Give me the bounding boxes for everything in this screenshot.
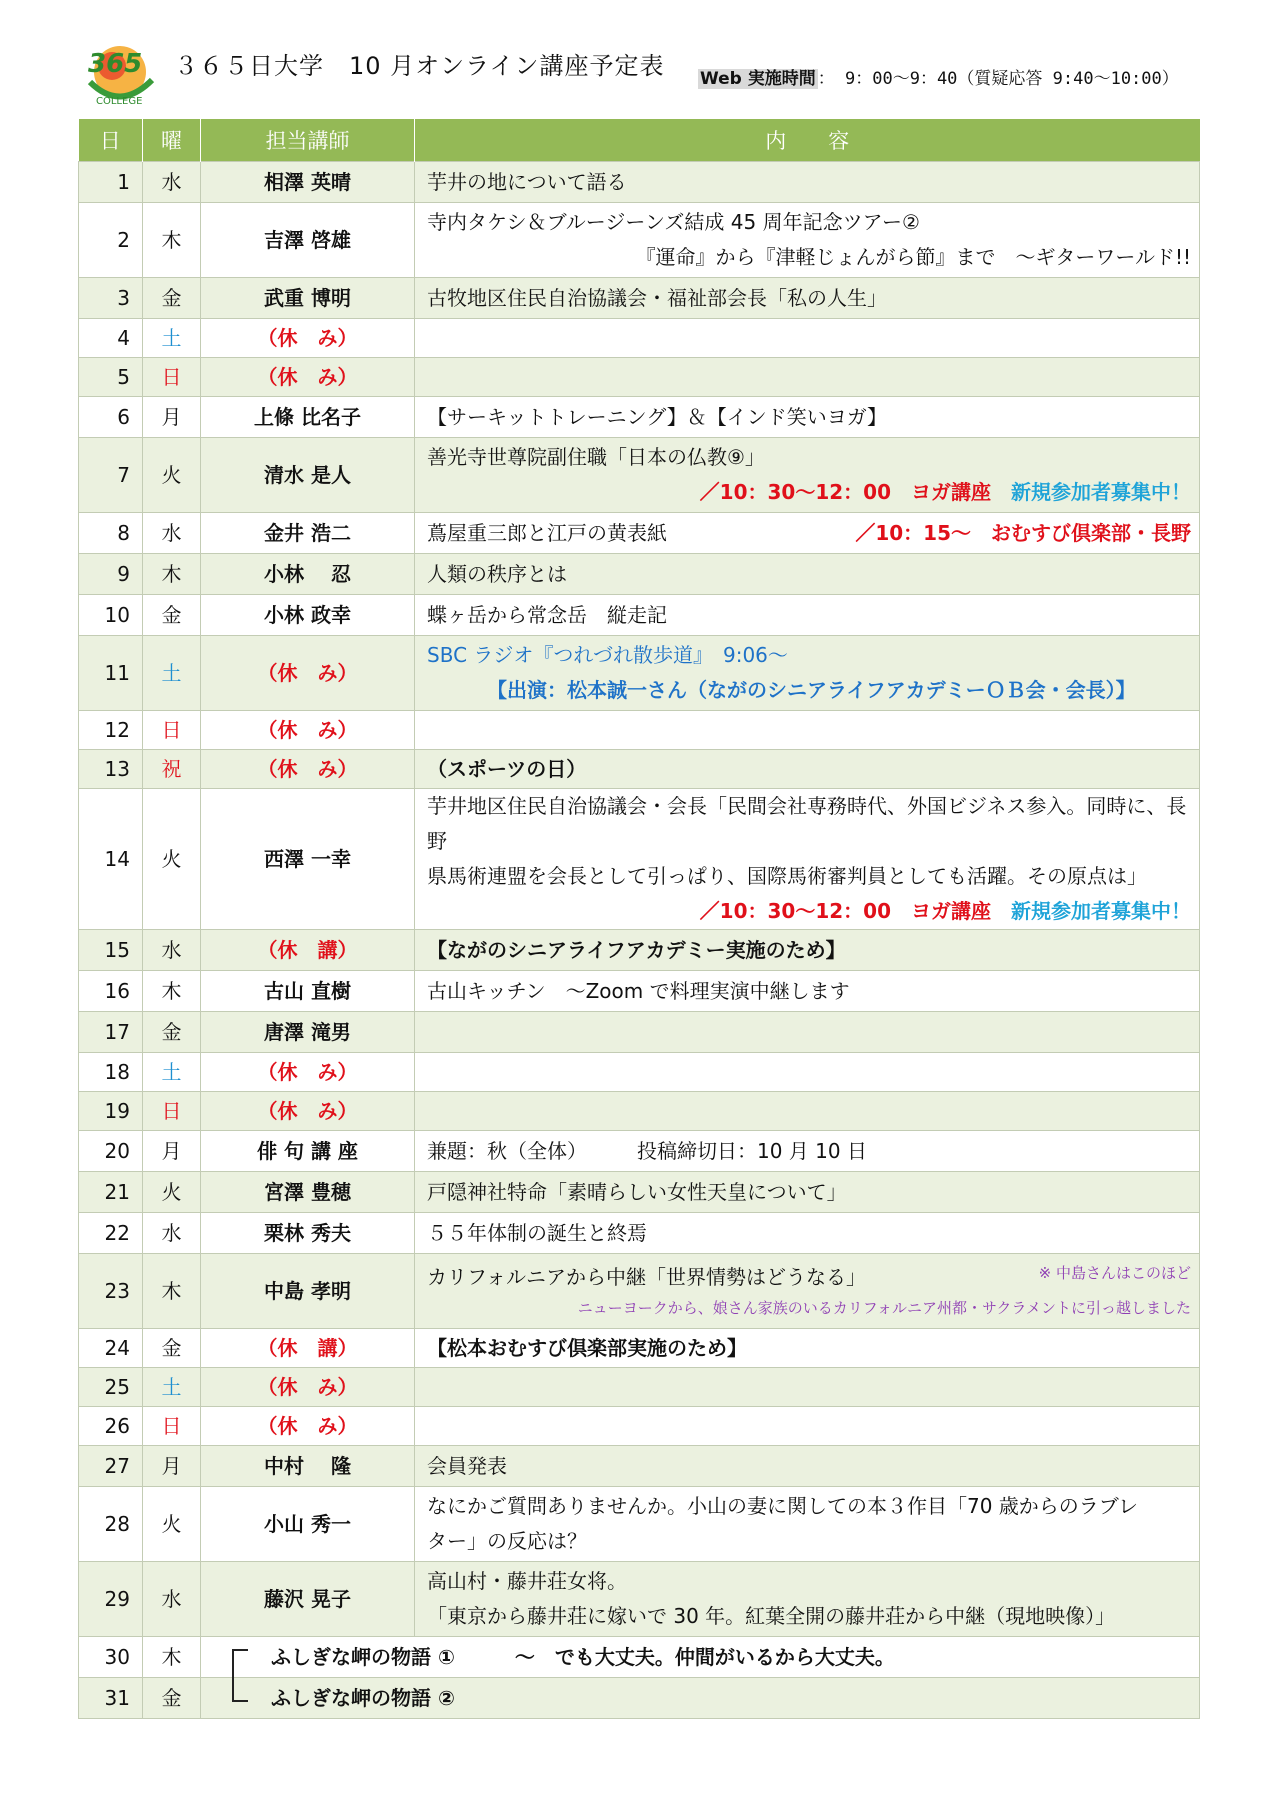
day-cell: 11 xyxy=(79,636,143,711)
instructor-cell: 上條 比名子 xyxy=(201,397,415,438)
content-text: SBC ラジオ『つれづれ散歩道』 9:06～ xyxy=(427,643,788,667)
weekday-cell: 金 xyxy=(143,1329,201,1368)
instructor-cell: （休 み） xyxy=(201,1053,415,1092)
table-row xyxy=(79,319,1200,358)
instructor-cell: （休 み） xyxy=(201,358,415,397)
table-row xyxy=(79,1368,1200,1407)
content-cell xyxy=(415,636,1200,711)
content-line xyxy=(427,859,1191,894)
instructor-cell: 武重 博明 xyxy=(201,278,415,319)
table-row xyxy=(79,595,1200,636)
content-cell xyxy=(415,278,1200,319)
content-cell xyxy=(415,203,1200,278)
content-text: 寺内タケシ＆ブルージーンズ結成 45 周年記念ツアー② xyxy=(427,210,920,234)
day-cell: 29 xyxy=(79,1562,143,1637)
content-line xyxy=(427,440,1191,475)
content-line xyxy=(427,789,1191,859)
table-row xyxy=(79,930,1200,971)
weekday-cell: 土 xyxy=(143,1368,201,1407)
weekday-cell: 金 xyxy=(143,1678,201,1719)
span-content-cell xyxy=(201,1637,1200,1678)
content-cell xyxy=(415,971,1200,1012)
content-text: なにかご質問ありませんか。小山の妻に関しての本３作目「70 歳からのラブレ xyxy=(427,1494,1139,1518)
instructor-cell: （休 み） xyxy=(201,1368,415,1407)
instructor-cell: （休 み） xyxy=(201,319,415,358)
weekday-cell: 水 xyxy=(143,930,201,971)
weekday-cell: 月 xyxy=(143,1131,201,1172)
content-cell xyxy=(415,1487,1200,1562)
table-row xyxy=(79,358,1200,397)
day-cell: 3 xyxy=(79,278,143,319)
weekday-cell: 水 xyxy=(143,513,201,554)
content-line xyxy=(427,1449,1191,1484)
content-cell xyxy=(415,397,1200,438)
instructor-cell: 相澤 英晴 xyxy=(201,162,415,203)
day-cell: 14 xyxy=(79,789,143,930)
content-line xyxy=(427,1599,1191,1634)
content-cell xyxy=(415,513,1200,554)
weekday-cell: 木 xyxy=(143,971,201,1012)
content-cell xyxy=(415,1562,1200,1637)
day-cell: 4 xyxy=(79,319,143,358)
day-cell: 23 xyxy=(79,1254,143,1329)
page-title: ３６５日大学 10 月オンライン講座予定表 xyxy=(174,52,665,80)
content-line xyxy=(427,1331,1191,1366)
day-cell: 26 xyxy=(79,1407,143,1446)
content-text: （スポーツの日） xyxy=(427,756,587,781)
instructor-cell: （休 講） xyxy=(201,1329,415,1368)
content-cell xyxy=(415,1254,1200,1329)
weekday-cell: 水 xyxy=(143,1213,201,1254)
college-logo xyxy=(82,42,158,108)
weekday-cell: 土 xyxy=(143,636,201,711)
col-instructor: 担当講師 xyxy=(201,119,415,162)
day-cell: 19 xyxy=(79,1092,143,1131)
instructor-cell: 藤沢 晃子 xyxy=(201,1562,415,1637)
content-cell xyxy=(415,930,1200,971)
content-text: 蔦屋重三郎と江戸の黄表紙 xyxy=(427,520,667,545)
yoga-line xyxy=(427,475,1191,510)
instructor-cell: 栗林 秀夫 xyxy=(201,1213,415,1254)
instructor-cell: 唐澤 滝男 xyxy=(201,1012,415,1053)
content-line xyxy=(427,974,1191,1009)
content-text: カリフォルニアから中継「世界情勢はどうなる」 xyxy=(427,1265,866,1290)
weekday-cell: 日 xyxy=(143,1092,201,1131)
weekday-cell: 火 xyxy=(143,1172,201,1213)
weekday-cell: 水 xyxy=(143,162,201,203)
content-cell xyxy=(415,162,1200,203)
content-text: 『運命』から『津軽じょんがら節』まで ～ギターワールド!! xyxy=(635,245,1191,269)
content-line xyxy=(427,205,1191,240)
content-line xyxy=(427,516,1191,551)
day-cell: 28 xyxy=(79,1487,143,1562)
day-cell: 2 xyxy=(79,203,143,278)
content-line xyxy=(427,638,1191,673)
content-line xyxy=(427,1564,1191,1599)
content-cell xyxy=(415,1131,1200,1172)
table-row xyxy=(79,513,1200,554)
instructor-cell: 宮澤 豊穂 xyxy=(201,1172,415,1213)
content-text: 兼題：秋（全体） 投稿締切日：10 月 10 日 xyxy=(427,1138,867,1163)
weekday-cell: 土 xyxy=(143,1053,201,1092)
weekday-cell: 月 xyxy=(143,397,201,438)
content-line xyxy=(427,598,1191,633)
content-text: 県馬術連盟を会長として引っぱり、国際馬術審判員としても活躍。その原点は」 xyxy=(427,864,1147,888)
day-cell: 30 xyxy=(79,1637,143,1678)
content-cell xyxy=(415,1053,1200,1092)
content-line xyxy=(427,752,1191,787)
recruit-text: 新規参加者募集中！ xyxy=(1011,899,1191,923)
instructor-cell: （休 講） xyxy=(201,930,415,971)
instructor-cell: 小山 秀一 xyxy=(201,1487,415,1562)
web-time xyxy=(698,64,1179,89)
note-line: ニューヨークから、娘さん家族のいるカリフォルニア州都・サクラメントに引っ越しました xyxy=(577,1299,1191,1318)
day-cell: 25 xyxy=(79,1368,143,1407)
content-text: 高山村・藤井荘女将。 xyxy=(427,1569,627,1593)
table-row xyxy=(79,971,1200,1012)
yoga-time: ／10：30〜12：00 ヨガ講座 xyxy=(699,480,991,504)
day-cell: 7 xyxy=(79,438,143,513)
note-text: ※ 中島さんはこのほど xyxy=(1038,1264,1191,1283)
content-text: 古山キッチン ～Zoom で料理実演中継します xyxy=(427,978,850,1003)
content-cell xyxy=(415,438,1200,513)
content-text: 芋井地区住民自治協議会・会長「民間会社専務時代、外国ビジネス参入。同時に、長野 xyxy=(427,794,1187,853)
content-cell xyxy=(415,358,1200,397)
content-line xyxy=(427,673,1191,708)
table-row xyxy=(79,203,1200,278)
schedule-table xyxy=(78,119,1200,1719)
logo-subtext: COLLEGE xyxy=(96,96,143,107)
day-cell: 13 xyxy=(79,750,143,789)
instructor-cell: 西澤 一幸 xyxy=(201,789,415,930)
weekday-cell: 火 xyxy=(143,438,201,513)
recruit-text: 新規参加者募集中！ xyxy=(1011,480,1191,504)
content-cell xyxy=(415,1092,1200,1131)
span-bracket xyxy=(232,1649,248,1703)
table-row xyxy=(79,789,1200,930)
content-line xyxy=(427,1175,1191,1210)
weekday-cell: 火 xyxy=(143,789,201,930)
content-cell xyxy=(415,1446,1200,1487)
content-line xyxy=(427,1134,1191,1169)
col-content: 内 容 xyxy=(415,119,1200,162)
day-cell: 24 xyxy=(79,1329,143,1368)
content-line xyxy=(427,240,1191,275)
instructor-cell: 古山 直樹 xyxy=(201,971,415,1012)
content-cell xyxy=(415,554,1200,595)
day-cell: 22 xyxy=(79,1213,143,1254)
content-cell xyxy=(415,1368,1200,1407)
weekday-cell: 月 xyxy=(143,1446,201,1487)
day-cell: 20 xyxy=(79,1131,143,1172)
day-cell: 18 xyxy=(79,1053,143,1092)
table-row xyxy=(79,1213,1200,1254)
weekday-cell: 土 xyxy=(143,319,201,358)
table-row xyxy=(79,162,1200,203)
content-text: ５５年体制の誕生と終焉 xyxy=(427,1220,647,1245)
content-text: 【出演：松本誠一さん（ながのシニアライフアカデミーＯＢ会・会長）】 xyxy=(487,678,1136,702)
content-cell xyxy=(415,711,1200,750)
day-cell: 17 xyxy=(79,1012,143,1053)
table-row xyxy=(79,1012,1200,1053)
content-text: 【松本おむすび倶楽部実施のため】 xyxy=(427,1335,747,1360)
weekday-cell: 金 xyxy=(143,595,201,636)
instructor-cell: 中島 孝明 xyxy=(201,1254,415,1329)
content-line xyxy=(427,400,1191,435)
content-line xyxy=(427,281,1191,316)
instructor-cell: （休 み） xyxy=(201,1407,415,1446)
weekday-cell: 木 xyxy=(143,554,201,595)
weekday-cell: 木 xyxy=(143,1254,201,1329)
yoga-time: ／10：30〜12：00 ヨガ講座 xyxy=(699,899,991,923)
content-cell xyxy=(415,319,1200,358)
content-cell xyxy=(415,1329,1200,1368)
content-text: 古牧地区住民自治協議会・福祉部会長「私の人生」 xyxy=(427,285,887,310)
instructor-cell: 金井 浩二 xyxy=(201,513,415,554)
content-line xyxy=(427,165,1191,200)
table-row xyxy=(79,438,1200,513)
content-line xyxy=(427,1260,1191,1295)
day-cell: 10 xyxy=(79,595,143,636)
content-cell xyxy=(415,750,1200,789)
table-row xyxy=(79,278,1200,319)
content-text: 人類の秩序とは xyxy=(427,561,567,586)
table-header xyxy=(79,119,1200,162)
content-text: 【ながのシニアライフアカデミー実施のため】 xyxy=(427,937,846,962)
day-cell: 8 xyxy=(79,513,143,554)
day-cell: 1 xyxy=(79,162,143,203)
span-content: ふしぎな岬の物語 ① ～ でも大丈夫。仲間がいるから大丈夫。 xyxy=(271,1644,895,1669)
content-text: 「東京から藤井荘に嫁いで 30 年。紅葉全開の藤井荘から中継（現地映像）」 xyxy=(427,1604,1116,1628)
content-line xyxy=(427,1524,1191,1559)
content-line xyxy=(427,933,1191,968)
weekday-cell: 祝 xyxy=(143,750,201,789)
weekday-cell: 日 xyxy=(143,1407,201,1446)
day-cell: 5 xyxy=(79,358,143,397)
content-line xyxy=(427,557,1191,592)
day-cell: 31 xyxy=(79,1678,143,1719)
day-cell: 27 xyxy=(79,1446,143,1487)
instructor-cell: （休 み） xyxy=(201,1092,415,1131)
instructor-cell: （休 み） xyxy=(201,750,415,789)
instructor-cell: 吉澤 啓雄 xyxy=(201,203,415,278)
table-row xyxy=(79,750,1200,789)
table-row xyxy=(79,1487,1200,1562)
weekday-cell: 金 xyxy=(143,1012,201,1053)
day-cell: 9 xyxy=(79,554,143,595)
content-text: ター」の反応は？ xyxy=(427,1529,587,1553)
content-cell xyxy=(415,1172,1200,1213)
table-row xyxy=(79,1407,1200,1446)
content-text: 善光寺世尊院副住職「日本の仏教⑨」 xyxy=(427,445,765,469)
weekday-cell: 水 xyxy=(143,1562,201,1637)
content-cell xyxy=(415,1407,1200,1446)
web-time-label: Web 実施時間 xyxy=(700,69,816,89)
table-row xyxy=(79,1254,1200,1329)
instructor-cell: 中村 隆 xyxy=(201,1446,415,1487)
table-row xyxy=(79,1329,1200,1368)
span-content: ふしぎな岬の物語 ② xyxy=(271,1685,455,1710)
table-row xyxy=(79,711,1200,750)
weekday-cell: 火 xyxy=(143,1487,201,1562)
table-row xyxy=(79,397,1200,438)
table-row xyxy=(79,1172,1200,1213)
day-cell: 21 xyxy=(79,1172,143,1213)
instructor-cell: 小林 忍 xyxy=(201,554,415,595)
content-cell xyxy=(415,789,1200,930)
content-cell xyxy=(415,1213,1200,1254)
day-cell: 6 xyxy=(79,397,143,438)
extra-note: ／10：15〜 おむすび倶楽部・長野 xyxy=(855,520,1191,545)
logo-number: 365 xyxy=(88,49,143,79)
table-row xyxy=(79,554,1200,595)
content-text: 【サーキットトレーニング】＆【インド笑いヨガ】 xyxy=(427,404,887,429)
content-line xyxy=(427,1216,1191,1251)
weekday-cell: 木 xyxy=(143,1637,201,1678)
content-cell xyxy=(415,1012,1200,1053)
day-cell: 15 xyxy=(79,930,143,971)
weekday-cell: 金 xyxy=(143,278,201,319)
content-cell xyxy=(415,595,1200,636)
day-cell: 16 xyxy=(79,971,143,1012)
instructor-cell: （休 み） xyxy=(201,711,415,750)
content-text: 蝶ヶ岳から常念岳 縦走記 xyxy=(427,602,667,627)
table-row xyxy=(79,1562,1200,1637)
yoga-line xyxy=(427,894,1191,929)
web-time-value: ： 9：00〜9：40（質疑応答 9:40〜10:00） xyxy=(817,69,1179,89)
day-cell: 12 xyxy=(79,711,143,750)
weekday-cell: 日 xyxy=(143,711,201,750)
instructor-cell: 清水 是人 xyxy=(201,438,415,513)
content-text: 芋井の地について語る xyxy=(427,169,627,194)
content-line xyxy=(427,1489,1191,1524)
content-text: 会員発表 xyxy=(427,1453,507,1478)
col-weekday: 曜 xyxy=(143,119,201,162)
table-row xyxy=(79,636,1200,711)
weekday-cell: 日 xyxy=(143,358,201,397)
span-content-cell xyxy=(201,1678,1200,1719)
instructor-cell: （休 み） xyxy=(201,636,415,711)
weekday-cell: 木 xyxy=(143,203,201,278)
instructor-cell: 俳 句 講 座 xyxy=(201,1131,415,1172)
table-row xyxy=(79,1131,1200,1172)
table-row xyxy=(79,1092,1200,1131)
content-text: 戸隠神社特命「素晴らしい女性天皇について」 xyxy=(427,1179,847,1204)
instructor-cell: 小林 政幸 xyxy=(201,595,415,636)
col-day: 日 xyxy=(79,119,143,162)
table-row xyxy=(79,1053,1200,1092)
table-row xyxy=(79,1446,1200,1487)
